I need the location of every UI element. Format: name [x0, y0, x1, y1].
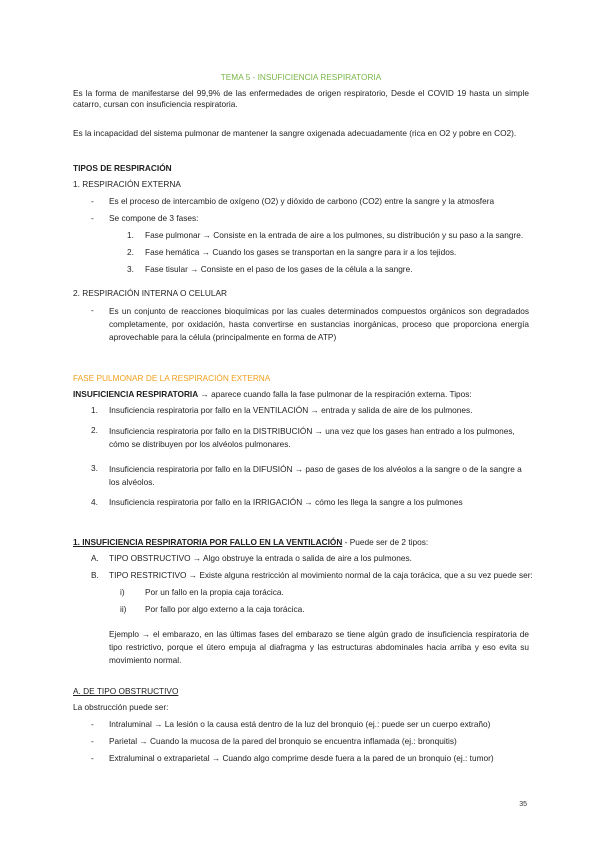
- page-number: 35: [519, 801, 527, 808]
- list-number: 4.: [91, 497, 98, 507]
- fase-item: Fase tisular → Consiste en el paso de los gases de la célula a la sangre.: [145, 264, 413, 274]
- fase-number: 3.: [127, 264, 134, 274]
- bullet-dash: -: [91, 719, 94, 729]
- externa-bullet-1: Es el proceso de intercambio de oxígeno (O2) y dióxido de carbono (CO2) entre la sangre y la atmosfera: [109, 196, 495, 206]
- tipo-obstructivo-item: TIPO OBSTRUCTIVO → Algo obstruye la entrada o salida de aire a los pulmones.: [109, 553, 412, 563]
- ir-label: INSUFICIENCIA RESPIRATORIA: [73, 389, 199, 399]
- externa-heading: 1. RESPIRACIÓN EXTERNA: [73, 179, 181, 189]
- intro-paragraph-2: Es la incapacidad del sistema pulmonar de mantener la sangre oxigenada adecuadamente (rica en O2 y pobre en CO2).: [73, 128, 517, 138]
- list-number: 3.: [91, 463, 98, 473]
- list-number: 1.: [91, 405, 98, 415]
- tipo-restrictivo-item: TIPO RESTRICTIVO → Existe alguna restricción al movimiento normal de la caja torácica, que a su vez puede ser:: [109, 570, 533, 580]
- sub-number: ii): [120, 604, 127, 614]
- interna-bullet-1: Es un conjunto de reacciones bioquímicas por las cuales determinados compuestos orgánicos son degradados completamente, por oxidación, hasta convertirse en sustancias inorgánicas, proceso que proporciona energía aprovechable para la célula (principalmente en forma de ATP): [109, 306, 529, 343]
- interna-heading: 2. RESPIRACIÓN INTERNA O CELULAR: [73, 288, 227, 298]
- fase-pulmonar-heading: FASE PULMONAR DE LA RESPIRACIÓN EXTERNA: [73, 373, 271, 383]
- sub-item: Por un fallo en la propia caja torácica.: [145, 587, 284, 597]
- fase-number: 2.: [127, 247, 134, 257]
- externa-bullet-2: Se compone de 3 fases:: [109, 213, 199, 223]
- page-title: TEMA 5 - INSUFICIENCIA RESPIRATORIA: [220, 72, 382, 82]
- fase-number: 1.: [127, 230, 134, 240]
- ventilacion-heading-line: [73, 537, 529, 548]
- bullet-dash: -: [91, 196, 94, 206]
- obstruccion-bullet: Parietal → Cuando la mucosa de la pared del bronquio se encuentra inflamada (ej.: bronquitis): [109, 736, 457, 746]
- list-item: Insuficiencia respiratoria por fallo en la IRRIGACIÓN → cómo les llega la sangre a los pulmones: [109, 497, 463, 507]
- item-letter: B.: [91, 570, 99, 580]
- fase-item: Fase pulmonar → Consiste en la entrada de aire a los pulmones, su distribución y su paso a la sangre.: [145, 230, 524, 240]
- obstruccion-bullet: Intraluminal → La lesión o la causa está dentro de la luz del bronquio (ej.: puede ser un cuerpo extraño): [109, 719, 491, 729]
- bullet-dash: -: [91, 213, 94, 223]
- ventilacion-heading-tail: - Puede ser de 2 tipos:: [342, 537, 429, 547]
- sub-item: Por fallo por algo externo a la caja torácica.: [145, 604, 305, 614]
- list-item: Insuficiencia respiratoria por fallo en la VENTILACIÓN → entrada y salida de aire de los pulmones.: [109, 405, 473, 415]
- obstruccion-lead: La obstrucción puede ser:: [73, 702, 169, 712]
- ventilacion-heading: 1. INSUFICIENCIA RESPIRATORIA POR FALLO EN LA VENTILACIÓN: [73, 537, 343, 547]
- obstruccion-bullet: Extraluminal o extraparietal → Cuando algo comprime desde fuera a la pared de un bronquio (ej.: tumor): [109, 753, 494, 763]
- item-letter: A.: [91, 553, 99, 563]
- sub-number: i): [120, 587, 125, 597]
- tipos-heading: TIPOS DE RESPIRACIÓN: [73, 163, 172, 173]
- obstructivo-heading: A. DE TIPO OBSTRUCTIVO: [73, 686, 179, 696]
- ir-text: → aparece cuando falla la fase pulmonar de la respiración externa. Tipos:: [198, 389, 472, 399]
- bullet-dash: -: [91, 305, 94, 315]
- bullet-dash: -: [91, 736, 94, 746]
- list-item: Insuficiencia respiratoria por fallo en la DIFUSIÓN → paso de gases de los alvéolos a la sangre o de la sangre a los alvéolos.: [109, 464, 522, 488]
- bullet-dash: -: [91, 753, 94, 763]
- list-number: 2.: [91, 425, 98, 435]
- fase-item: Fase hemática → Cuando los gases se transportan en la sangre para ir a los tejidos.: [145, 247, 457, 257]
- ejemplo-paragraph: Ejemplo → el embarazo, en las últimas fases del embarazo se tiene algún grado de insuficiencia respiratoria de tipo restrictivo, porque el útero empuja al diafragma y las estructuras abdominales hacia arriba y eso evita su movimiento normal.: [109, 629, 529, 666]
- intro-paragraph-1: Es la forma de manifestarse del 99,9% de las enfermedades de origen respiratorio, Desde el COVID 19 hasta un simple catarro, cursan con insuficiencia respiratoria.: [73, 88, 529, 110]
- list-item: Insuficiencia respiratoria por fallo en la DISTRIBUCIÓN → una vez que los gases han entrado a los pulmones, cómo se distribuyen por los alvéolos pulmonares.: [109, 426, 515, 450]
- ir-definition: [73, 389, 529, 400]
